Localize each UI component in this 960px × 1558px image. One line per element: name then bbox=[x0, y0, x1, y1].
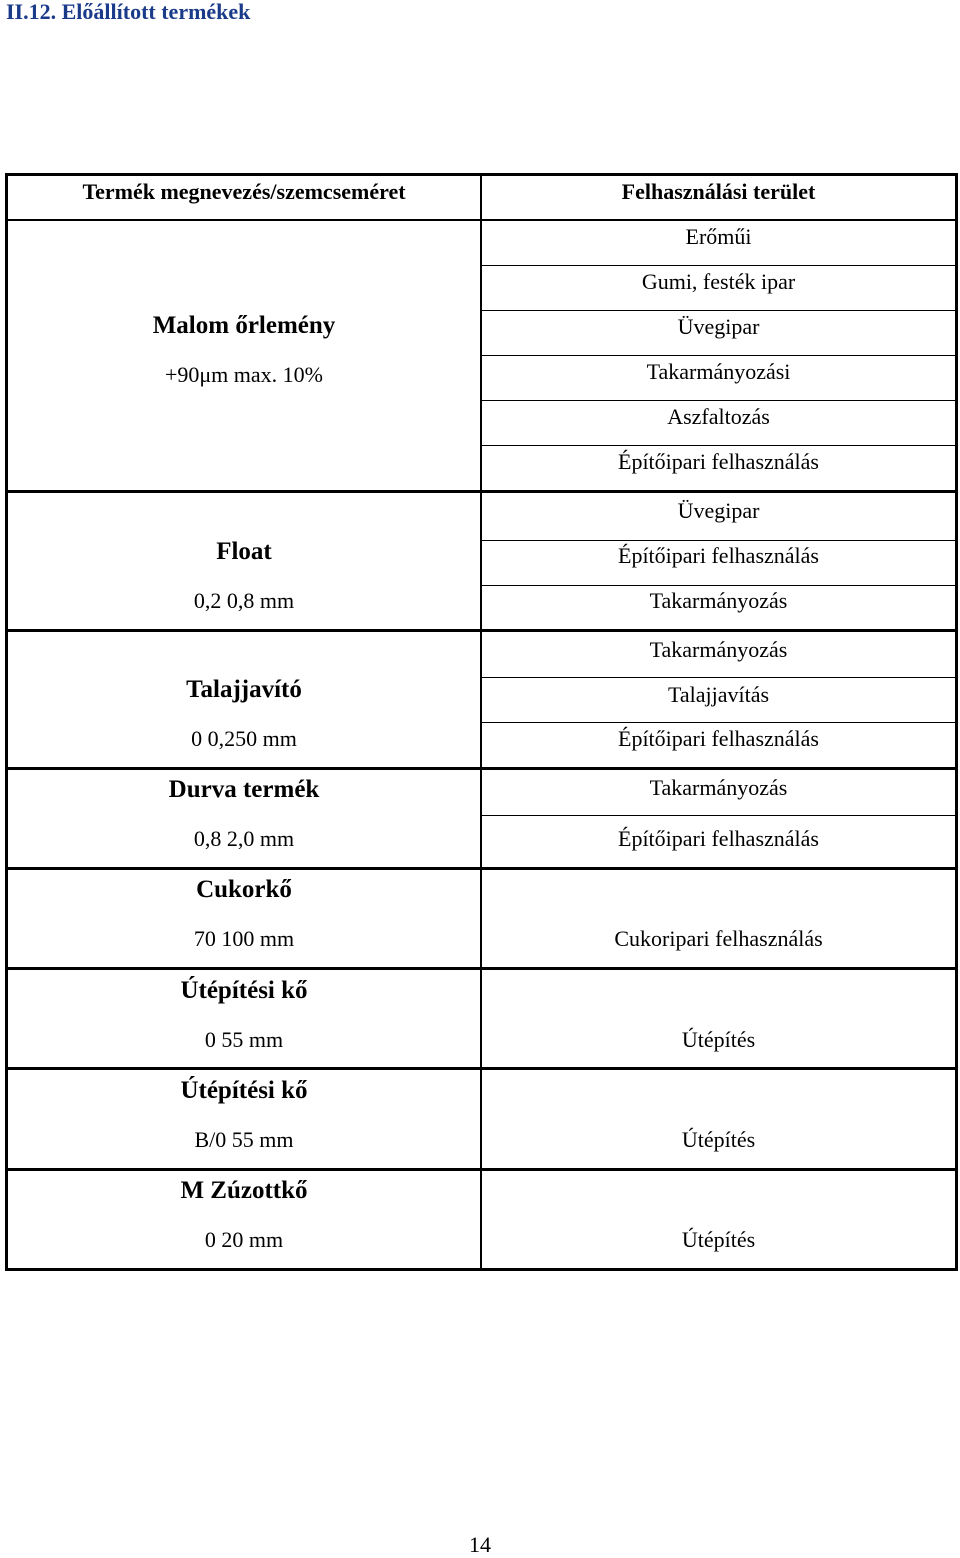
usage-item: Takarmányozási bbox=[646, 359, 791, 384]
usage-item: Üvegipar bbox=[677, 314, 760, 339]
product-size: 0 20 mm bbox=[204, 1227, 284, 1252]
header-rule bbox=[8, 219, 955, 221]
product-size: 0,2 0,8 mm bbox=[193, 588, 295, 613]
usage-rule bbox=[482, 400, 955, 401]
usage-item: Cukoripari felhasználás bbox=[614, 926, 823, 951]
usage-item: Takarmányozás bbox=[649, 637, 788, 662]
group-rule bbox=[8, 1067, 955, 1070]
header-usage: Felhasználási terület bbox=[621, 179, 816, 204]
product-size: 0 55 mm bbox=[204, 1027, 284, 1052]
usage-item: Erőműi bbox=[685, 224, 752, 249]
product-name: Útépítési kő bbox=[180, 1077, 308, 1104]
group-rule bbox=[8, 490, 955, 493]
page-number: 14 bbox=[469, 1532, 491, 1557]
group-rule bbox=[8, 867, 955, 870]
product-size: +90μm max. 10% bbox=[164, 362, 324, 387]
product-size: 0,8 2,0 mm bbox=[193, 826, 295, 851]
product-size: 70 100 mm bbox=[193, 926, 295, 951]
header-product: Termék megnevezés/szemcseméret bbox=[82, 179, 406, 204]
usage-item: Üvegipar bbox=[677, 498, 760, 523]
usage-item: Takarmányozás bbox=[649, 588, 788, 613]
usage-rule bbox=[482, 265, 955, 266]
usage-rule bbox=[482, 677, 955, 678]
product-name: Cukorkő bbox=[196, 876, 292, 903]
group-rule bbox=[8, 629, 955, 632]
product-name: Float bbox=[216, 538, 272, 565]
section-heading: II.12. Előállított termékek bbox=[6, 0, 251, 24]
group-rule bbox=[8, 967, 955, 970]
product-name: Malom őrlemény bbox=[152, 312, 336, 339]
group-rule bbox=[8, 767, 955, 770]
usage-item: Gumi, festék ipar bbox=[641, 269, 796, 294]
usage-item: Építőipari felhasználás bbox=[618, 449, 819, 474]
usage-item: Aszfaltozás bbox=[667, 404, 770, 429]
usage-rule bbox=[482, 722, 955, 723]
usage-item: Talajjavítás bbox=[667, 682, 770, 707]
usage-rule bbox=[482, 310, 955, 311]
usage-item: Építőipari felhasználás bbox=[618, 826, 819, 851]
usage-item: Útépítés bbox=[681, 1227, 756, 1252]
usage-rule bbox=[482, 540, 955, 541]
usage-rule bbox=[482, 585, 955, 586]
usage-item: Takarmányozás bbox=[649, 775, 788, 800]
product-name: Talajjavító bbox=[186, 676, 302, 703]
usage-item: Útépítés bbox=[681, 1027, 756, 1052]
usage-item: Építőipari felhasználás bbox=[618, 726, 819, 751]
group-rule bbox=[8, 1168, 955, 1171]
product-size: 0 0,250 mm bbox=[191, 726, 297, 751]
usage-rule bbox=[482, 815, 955, 816]
usage-item: Építőipari felhasználás bbox=[618, 543, 819, 568]
product-name: Útépítési kő bbox=[180, 977, 308, 1004]
product-name: Durva termék bbox=[168, 776, 320, 803]
usage-item: Útépítés bbox=[681, 1127, 756, 1152]
product-name: M Zúzottkő bbox=[180, 1177, 308, 1204]
product-size: B/0 55 mm bbox=[194, 1127, 294, 1152]
usage-rule bbox=[482, 445, 955, 446]
usage-rule bbox=[482, 355, 955, 356]
